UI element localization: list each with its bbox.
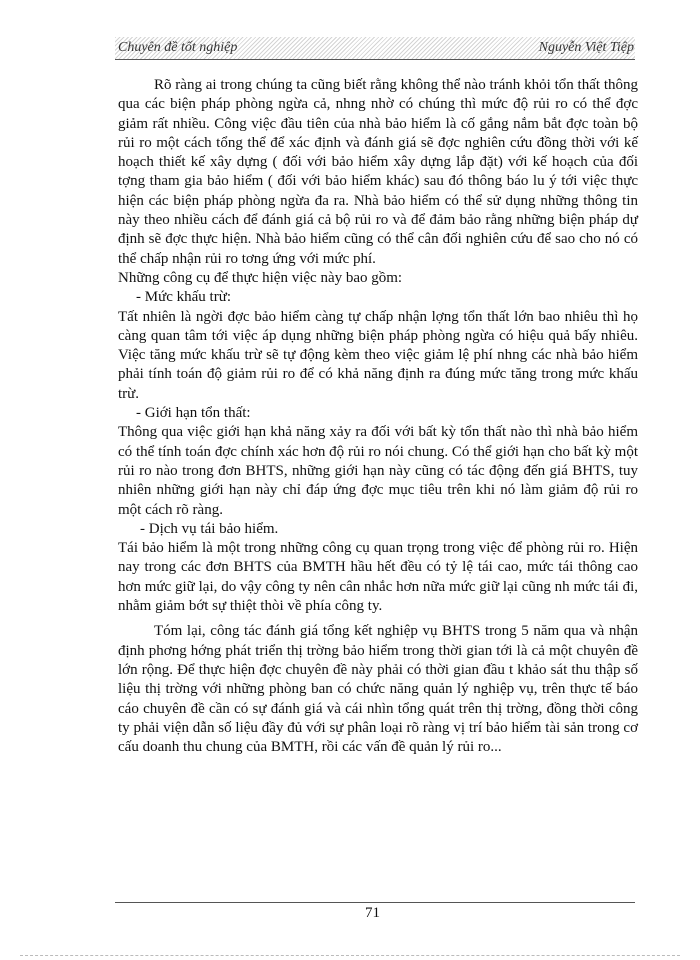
footer-rule [115, 902, 635, 903]
heading-reinsurance: - Dịch vụ tái bảo hiểm. [140, 520, 279, 537]
heading-loss-limit: - Giới hạn tổn thất: [136, 405, 251, 422]
paragraph-reinsurance: Tái bảo hiểm là một trong những công cụ quan trọng trong việc để phòng rủi ro. Hiện nay trong các đơn BHTS của BMTH hầu hết đều có tỷ lệ tái cao, mức tái thông cao hơn mức giữ lại, do vậy công ty nên cân nhắc hơn nữa mức giữ lại cũng nh mức tái đi, nhằm giảm bớt sự thiệt thòi về phía công ty. [118, 540, 638, 615]
header-title: Chuyên đề tốt nghiệp [118, 40, 238, 55]
header-author: Nguyễn Việt Tiệp [538, 40, 634, 55]
paragraph-conclusion: Tóm lại, công tác đánh giá tổng kết nghiệp vụ BHTS trong 5 năm qua và nhận định phơng hớng phát triển thị trờng bảo hiểm trong thời gian tới là cả một chuyên đề lớn rộng. Để thực hiện đợc chuyên đề này phải có thời gian đầu t khảo sát thu thập số liệu thị trờng với những phòng ban có chức năng quản lý nghiệp vụ, trên thực tế báo cáo chuyên đề cần có sự đánh giá và cái nhìn tổng quát trên thị trờng, đồng thời công ty phải viện dẫn số liệu đầy đủ với sự phân loại rõ ràng vị trí bảo hiểm tài sản trong cơ cấu doanh thu chung của BMTH, rồi các vấn đề quản lý rủi ro... [118, 623, 638, 756]
paragraph-tools: Những công cụ để thực hiện việc này bao gồm: [118, 269, 403, 286]
body-text [118, 76, 638, 757]
header-rule [115, 59, 635, 60]
paragraph-deductible: Tất nhiên là ngời đợc bảo hiểm càng tự chấp nhận lợng tổn thất lớn bao nhiêu thì họ càng quan tâm tới việc áp dụng những biện pháp phòng ngừa có hiệu quả bấy nhiêu. Việc tăng mức khấu trừ sẽ tự động kèm theo việc giảm lệ phí nhng các nhà bảo hiểm phải tính toán độ giảm rủi ro để có khả năng định ra đúng mức tăng trong mức khấu trừ. [118, 308, 638, 402]
paragraph-intro: Rõ ràng ai trong chúng ta cũng biết rằng không thể nào tránh khỏi tổn thất thông qua các biện pháp phòng ngừa cả, nhng nhờ có chúng thì mức độ rủi ro có thể đợc giảm rất nhiều. Công việc đầu tiên của nhà bảo hiểm là cố gắng nắm bắt đợc toàn bộ rủi ro một cách tổng thể để xác định và đánh giá sẽ đợc nghiên cứu đồng thời với kế hoạch thiết kế xây dựng ( đối với bảo hiểm xây dựng lắp đặt) với kế hoạch của đối tợng tham gia bảo hiểm ( đối với bảo hiểm khác) sau đó thông báo lu ý tới việc thực hiện các biện pháp phòng ngừa đa ra. Nhà bảo hiểm có thể sử dụng những thông tin này theo nhiều cách để đánh giá cả bộ rủi ro và để đảm bảo rằng những biện pháp dự định sẽ đợc thực hiện. Nhà bảo hiểm cũng có thể cân đối nghiên cứu để sao cho nó có thể chấp nhận rủi ro tơng ứng với mức phí. [118, 77, 638, 267]
paragraph-loss-limit: Thông qua việc giới hạn khả năng xảy ra đối với bất kỳ tổn thất nào thì nhà bảo hiểm có thể tính toán đợc chính xác hơn độ rủi ro nói chung. Có thể giới hạn cho bất kỳ một rủi ro nào trong đơn BHTS, những giới hạn này cũng có tác động đến giá BHTS, tuy nhiên những giới hạn này chỉ đáp ứng đợc mục tiêu trên khi nó làm giảm độ rủi ro một cách rõ ràng. [118, 424, 638, 518]
page-number: 71 [365, 905, 380, 921]
heading-deductible: - Mức khấu trừ: [136, 289, 231, 306]
page-break-line [20, 955, 680, 956]
